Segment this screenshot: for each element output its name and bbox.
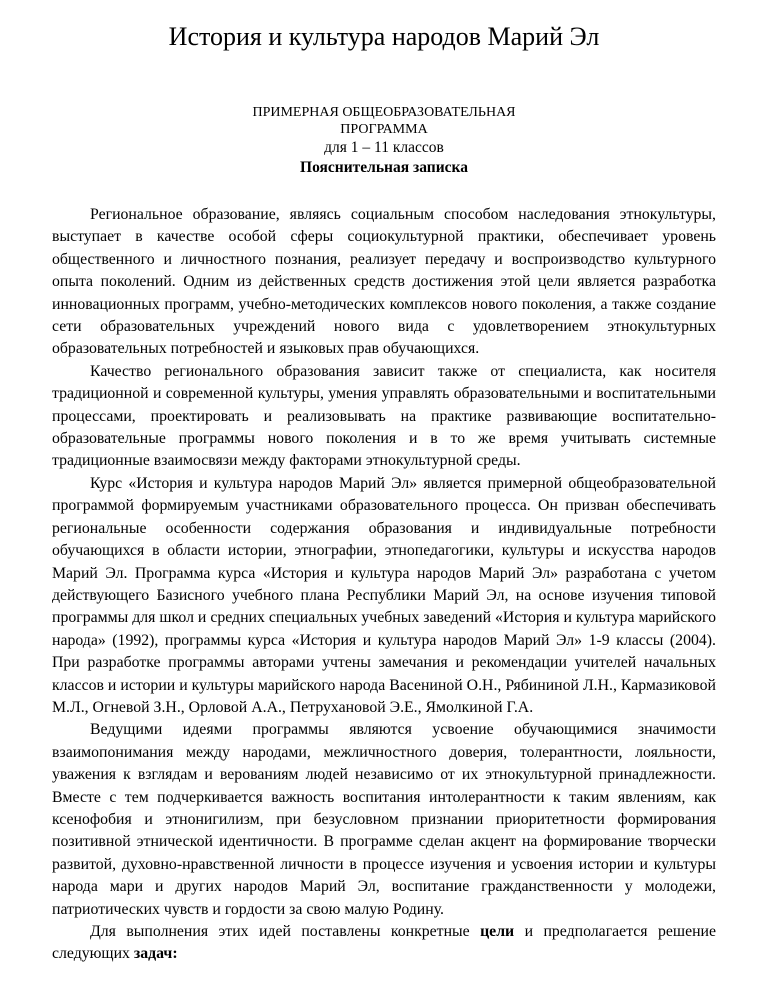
document-title: История и культура народов Марий Эл [168, 22, 600, 51]
goals-term: цели [480, 923, 515, 940]
grade-range: для 1 – 11 классов [324, 139, 444, 156]
paragraph: Курс «История и культура народов Марий Эл» является примерной общеобразовательной программой формируемым участниками образовательного процесса. Он призван обеспечивать региональные особенности содержания образования и индивидуальные потребности обучающихся в области истории, этнографии, этнопедагогики, культуры и искусства народов Марий Эл. Программа курса «История и культура народов Марий Эл» разработана с учетом действующего Базисного учебного плана Республики Марий Эл, на основе изучения типовой программы для школ и средних специальных учебных заведений «История и культура марийского народа» (1992), программы курса «История и культура народов Марий Эл» 1-9 классы (2004). При разработке программы авторами учтены замечания и рекомендации учителей начальных классов и истории и культуры марийского народа Васениной О.Н., Рябининой Л.Н., Кармазиковой М.Л., Огневой З.Н., Орловой А.А., Петрухановой Э.Е., Ямолкиной Г.А. [52, 474, 716, 716]
section-heading: Пояснительная записка [300, 159, 468, 176]
body-text [52, 204, 716, 966]
program-type-line-1: ПРИМЕРНАЯ ОБЩЕОБРАЗОВАТЕЛЬНАЯ [252, 105, 516, 120]
tasks-term: задач: [133, 945, 178, 963]
paragraph-goals-tasks [52, 921, 716, 966]
paragraph: Ведущими идеями программы являются усвоение обучающимися значимости взаимопонимания между народами, межличностного доверия, толерантности, лояльности, уважения к взглядам и верованиям людей независимо от их этнокультурной принадлежности. Вместе с тем подчеркивается важность воспитания интолерантности к таким явлениям, как ксенофобия и этнонигилизм, при безусловном признании приоритетности формирования позитивной этнической идентичности. В программе сделан акцент на формирование творчески развитой, духовно-нравственной личности в процессе изучения и усвоения истории и культуры народа мари и других народов Марий Эл, воспитание гражданственности у молодежи, патриотических чувств и гордости за свою малую Родину. [52, 721, 716, 918]
program-header [52, 104, 716, 178]
paragraph: Качество регионального образования зависит также от специалиста, как носителя традиционной и современной культуры, умения управлять образовательными и воспитательными процессами, проектировать и реализовывать на практике развивающие воспитательно-образовательные программы нового поколения и в то же время учитывать системные традиционные взаимосвязи между факторами этнокультурной среды. [52, 362, 716, 470]
text-run: Для выполнения этих идей поставлены конкретные [90, 923, 481, 940]
program-type-line-2: ПРОГРАММА [340, 122, 428, 137]
text-run: и предполагается решение следующих [52, 923, 716, 963]
paragraph: Региональное образование, являясь социальным способом наследования этнокультуры, выступает в качестве особой сферы социокультурной практики, обеспечивает уровень общественного и личностного познания, реализует передачу и воспроизводство культурного опыта поколений. Одним из действенных средств достижения этой цели является разработка инновационных программ, учебно-методических комплексов нового поколения, а также создание сети образовательных учреждений нового вида с удовлетворением этнокультурных образовательных потребностей и языковых прав обучающихся. [52, 206, 716, 358]
